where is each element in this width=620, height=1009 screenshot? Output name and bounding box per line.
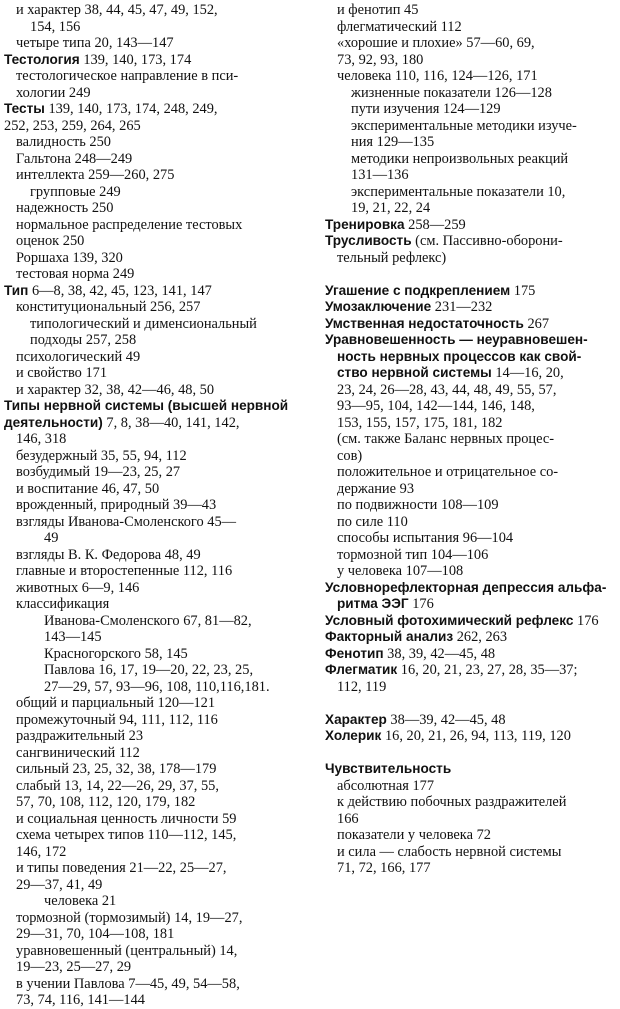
index-text: 73, 92, 93, 180 — [337, 51, 424, 68]
index-entry — [325, 778, 618, 795]
index-text: психологический 49 — [16, 348, 141, 365]
index-heading-entry — [4, 415, 302, 432]
index-text: Роршаха 139, 320 — [16, 249, 123, 266]
index-entry — [4, 431, 302, 448]
index-text: и социальная ценность личности 59 — [16, 810, 237, 827]
index-entry — [325, 794, 618, 811]
index-entry — [325, 415, 618, 432]
index-text: абсолютная 177 — [337, 777, 435, 794]
index-entry — [325, 827, 618, 844]
index-text: тельный рефлекс) — [337, 249, 447, 266]
index-heading-entry — [325, 580, 618, 597]
index-entry — [4, 184, 302, 201]
index-entry — [4, 745, 302, 762]
index-entry — [4, 464, 302, 481]
index-text: 16, 20, 21, 26, 94, 113, 119, 120 — [381, 728, 571, 744]
index-entry — [4, 200, 302, 217]
index-heading-entry — [325, 299, 618, 316]
index-text: слабый 13, 14, 22—26, 29, 37, 55, — [16, 777, 219, 794]
index-entry — [325, 844, 618, 861]
index-text: схема четырех типов 110—112, 145, — [16, 827, 237, 843]
index-heading: Умственная недостаточность — [325, 315, 524, 331]
index-text: «хорошие и плохие» 57—60, 69, — [337, 35, 535, 51]
index-entry — [4, 497, 302, 514]
index-entry — [325, 167, 618, 184]
index-entry — [4, 811, 302, 828]
index-text: флегматический 112 — [337, 18, 462, 35]
index-text: к действию побочных раздражителей — [337, 794, 567, 810]
index-text: Павлова 16, 17, 19—20, 22, 23, 25, — [44, 662, 254, 678]
index-entry — [4, 19, 302, 36]
index-text: 262, 263 — [453, 629, 508, 645]
index-text: взгляды В. К. Федорова 48, 49 — [16, 546, 201, 563]
index-text: и характер 38, 44, 45, 47, 49, 152, — [16, 2, 218, 18]
index-entry — [4, 250, 302, 267]
index-text: и воспитание 46, 47, 50 — [16, 480, 160, 497]
index-heading-entry — [325, 283, 618, 300]
index-text: 146, 172 — [16, 843, 67, 860]
index-entry — [325, 679, 618, 696]
index-entry — [4, 827, 302, 844]
index-heading-entry — [4, 101, 302, 118]
index-entry — [4, 761, 302, 778]
index-text: 258—259 — [404, 216, 466, 233]
index-entry — [4, 976, 302, 993]
index-text: 23, 24, 26—28, 43, 44, 48, 49, 55, 57, — [337, 381, 557, 398]
index-text: 176 — [573, 612, 599, 629]
index-heading-entry — [4, 398, 302, 415]
index-text: 29—37, 41, 49 — [16, 876, 103, 893]
index-entry — [4, 514, 302, 531]
index-entry — [4, 134, 302, 151]
index-entry — [4, 118, 302, 135]
index-text: 71, 72, 166, 177 — [337, 860, 431, 876]
index-entry — [4, 299, 302, 316]
index-text: промежуточный 94, 111, 112, 116 — [16, 711, 218, 728]
index-text: экспериментальные методики изуче- — [351, 117, 577, 134]
index-text: тормозной (тормозимый) 14, 19—27, — [16, 909, 243, 926]
index-heading-entry — [325, 646, 618, 663]
index-entry — [325, 68, 618, 85]
index-heading-entry — [325, 712, 618, 729]
index-heading-entry — [325, 662, 618, 679]
index-text: 38—39, 42—45, 48 — [386, 711, 506, 728]
index-entry — [4, 695, 302, 712]
index-entry — [325, 2, 618, 19]
index-text: тестовая норма 249 — [16, 266, 135, 282]
index-text: (см. Пассивно-оборони- — [411, 233, 563, 249]
index-entry — [4, 448, 302, 465]
index-text: 49 — [44, 530, 59, 546]
index-text: человека 21 — [44, 893, 117, 909]
index-entry — [4, 563, 302, 580]
index-text: 93—95, 104, 142—144, 146, 148, — [337, 398, 535, 414]
index-text: общий и парциальный 120—121 — [16, 695, 216, 711]
index-text: у человека 107—108 — [337, 563, 464, 579]
index-entry — [4, 481, 302, 498]
index-heading-entry — [4, 52, 302, 69]
index-text: тормозной тип 104—106 — [337, 546, 489, 563]
index-text: конституциональный 256, 257 — [16, 299, 201, 315]
index-heading: ритма ЭЭГ — [337, 596, 409, 611]
index-heading: ность нервных процессов как свой- — [337, 348, 582, 364]
index-text: и типы поведения 21—22, 25—27, — [16, 860, 227, 876]
index-text: Красногорского 58, 145 — [44, 645, 188, 662]
index-entry — [325, 52, 618, 69]
index-heading: Фенотип — [325, 645, 384, 661]
index-heading-entry — [325, 728, 618, 745]
index-text: способы испытания 96—104 — [337, 530, 514, 546]
index-entry — [4, 547, 302, 564]
index-heading-entry — [325, 761, 618, 778]
index-entry — [325, 464, 618, 481]
index-entry — [325, 382, 618, 399]
index-heading: Холерик — [325, 728, 382, 743]
index-text: уравновешенный (центральный) 14, — [16, 942, 238, 959]
index-heading-entry — [325, 233, 618, 250]
index-text: положительное и отрицательное со- — [337, 464, 559, 480]
index-text: подходы 257, 258 — [30, 332, 137, 348]
index-text: 27—29, 57, 93—96, 108, 110,116,181. — [44, 678, 270, 695]
index-text: методики непроизвольных реакций — [351, 150, 569, 167]
index-text: классификация — [16, 596, 110, 612]
index-text: 57, 70, 108, 112, 120, 179, 182 — [16, 794, 196, 810]
index-heading: Флегматик — [325, 662, 398, 677]
index-text: человека 110, 116, 124—126, 171 — [337, 68, 538, 84]
index-heading: деятельности) — [4, 414, 103, 430]
index-text: Иванова-Смоленского 67, 81—82, — [44, 612, 252, 629]
index-entry — [4, 712, 302, 729]
index-entry — [4, 794, 302, 811]
index-entry — [325, 101, 618, 118]
index-entry — [4, 349, 302, 366]
index-text: 6—8, 38, 42, 45, 123, 141, 147 — [28, 282, 212, 299]
index-entry — [325, 514, 618, 531]
index-entry — [4, 629, 302, 646]
index-text: оценок 250 — [16, 233, 85, 249]
index-entry — [4, 910, 302, 927]
index-entry — [325, 431, 618, 448]
index-entry — [4, 596, 302, 613]
index-entry — [325, 85, 618, 102]
index-text: 19—23, 25—27, 29 — [16, 959, 132, 975]
section-gap — [325, 266, 618, 283]
index-text: животных 6—9, 146 — [16, 579, 140, 596]
index-column-right — [325, 2, 618, 877]
index-heading-entry — [325, 217, 618, 234]
index-entry — [4, 844, 302, 861]
index-entry — [325, 547, 618, 564]
index-heading: Факторный анализ — [325, 629, 454, 644]
index-text: 14—16, 20, — [491, 365, 564, 381]
index-text: Гальтона 248—249 — [16, 150, 133, 167]
index-heading-entry — [325, 596, 618, 613]
index-entry — [4, 151, 302, 168]
index-text: пути изучения 124—129 — [351, 101, 501, 117]
index-text: четыре типа 20, 143—147 — [16, 35, 174, 51]
index-text: по силе 110 — [337, 513, 408, 530]
index-entry — [325, 118, 618, 135]
index-text: (см. также Баланс нервных процес- — [337, 431, 555, 447]
section-gap — [325, 695, 618, 712]
index-text: 154, 156 — [30, 18, 81, 35]
index-text: взгляды Иванова-Смоленского 45— — [16, 513, 237, 530]
index-entry — [4, 233, 302, 250]
index-text: безудержный 35, 55, 94, 112 — [16, 447, 187, 464]
index-heading: Умозаключение — [325, 299, 432, 314]
index-entry — [325, 151, 618, 168]
index-text: 112, 119 — [337, 678, 387, 695]
index-heading: Тип — [4, 282, 29, 298]
index-text: 139, 140, 173, 174 — [79, 51, 192, 68]
index-entry — [325, 563, 618, 580]
index-entry — [325, 811, 618, 828]
index-text: 267 — [523, 315, 550, 332]
index-entry — [4, 877, 302, 894]
index-text: 73, 74, 116, 141—144 — [16, 992, 145, 1008]
index-entry — [325, 398, 618, 415]
index-entry — [325, 184, 618, 201]
index-entry — [4, 613, 302, 630]
index-column-left — [4, 2, 302, 1009]
index-text: жизненные показатели 126—128 — [351, 84, 552, 101]
index-text: и свойство 171 — [16, 365, 108, 381]
index-entry — [4, 926, 302, 943]
index-heading-entry — [325, 316, 618, 333]
index-entry — [4, 2, 302, 19]
index-entry — [4, 646, 302, 663]
index-text: интеллекта 259—260, 275 — [16, 167, 175, 183]
index-entry — [4, 860, 302, 877]
index-text: хологии 249 — [16, 84, 91, 101]
index-text: надежность 250 — [16, 200, 114, 216]
index-text: ния 129—135 — [351, 134, 435, 150]
index-text: возбудимый 19—23, 25, 27 — [16, 464, 181, 480]
index-entry — [4, 662, 302, 679]
index-heading: Типы нервной системы (высшей нервной — [4, 398, 289, 413]
index-text: врожденный, природный 39—43 — [16, 497, 217, 513]
index-heading-entry — [325, 332, 618, 349]
index-text: 131—136 — [351, 167, 409, 183]
index-heading: Тестология — [4, 51, 80, 67]
index-entry — [325, 134, 618, 151]
index-text: в учении Павлова 7—45, 49, 54—58, — [16, 975, 240, 992]
index-text: 139, 140, 173, 174, 248, 249, — [44, 101, 218, 117]
index-text: 166 — [337, 810, 359, 827]
section-gap — [325, 745, 618, 762]
index-entry — [325, 530, 618, 547]
index-text: 29—31, 70, 104—108, 181 — [16, 926, 175, 942]
index-heading-entry — [325, 365, 618, 382]
index-heading: ство нервной системы — [337, 365, 492, 380]
index-entry — [4, 679, 302, 696]
index-entry — [4, 992, 302, 1009]
index-entry — [325, 481, 618, 498]
index-heading: Условнорефлекторная депрессия альфа- — [325, 579, 607, 595]
index-text: 231—232 — [431, 299, 493, 315]
index-entry — [4, 959, 302, 976]
index-heading-entry — [325, 613, 618, 630]
index-text: 153, 155, 157, 175, 181, 182 — [337, 414, 503, 431]
index-entry — [325, 19, 618, 36]
index-heading: Уравновешенность — неуравновешен- — [325, 332, 588, 347]
index-text: 175 — [510, 282, 536, 299]
index-entry — [4, 728, 302, 745]
index-entry — [4, 85, 302, 102]
index-text: и характер 32, 38, 42—46, 48, 50 — [16, 381, 215, 398]
index-heading-entry — [4, 283, 302, 300]
index-text: экспериментальные показатели 10, — [351, 183, 566, 200]
index-entry — [325, 200, 618, 217]
index-text: и сила — слабость нервной системы — [337, 843, 562, 860]
index-heading: Тесты — [4, 101, 45, 116]
index-text: типологический и дименсиональный — [30, 315, 257, 332]
index-heading: Угашение с подкреплением — [325, 282, 511, 298]
index-entry — [4, 35, 302, 52]
index-entry — [4, 530, 302, 547]
index-text: 176 — [408, 596, 434, 612]
index-entry — [325, 250, 618, 267]
index-entry — [325, 35, 618, 52]
index-text: 19, 21, 22, 24 — [351, 200, 431, 216]
index-entry — [4, 167, 302, 184]
index-entry — [4, 316, 302, 333]
index-text: тестологическое направление в пси- — [16, 68, 239, 84]
index-text: раздражительный 23 — [16, 728, 144, 744]
index-heading: Условный фотохимический рефлекс — [325, 612, 574, 628]
index-heading: Трусливость — [325, 233, 412, 248]
index-entry — [4, 778, 302, 795]
index-text: главные и второстепенные 112, 116 — [16, 563, 233, 579]
index-text: сов) — [337, 447, 363, 464]
index-text: 143—145 — [44, 629, 102, 645]
index-text: держание 93 — [337, 480, 415, 497]
index-entry — [325, 448, 618, 465]
index-entry — [4, 382, 302, 399]
index-text: и фенотип 45 — [337, 2, 419, 18]
index-text: показатели у человека 72 — [337, 827, 491, 843]
index-entry — [325, 497, 618, 514]
index-entry — [4, 266, 302, 283]
index-entry — [4, 580, 302, 597]
index-text: 252, 253, 259, 264, 265 — [4, 117, 141, 134]
index-entry — [4, 68, 302, 85]
index-text: сильный 23, 25, 32, 38, 178—179 — [16, 761, 217, 777]
index-heading: Характер — [325, 711, 387, 727]
index-text: 16, 20, 21, 23, 27, 28, 35—37; — [397, 662, 578, 678]
index-text: 38, 39, 42—45, 48 — [383, 645, 496, 662]
index-text: 7, 8, 38—40, 141, 142, — [102, 414, 240, 431]
index-text: групповые 249 — [30, 183, 121, 200]
index-entry — [4, 943, 302, 960]
index-entry — [4, 893, 302, 910]
index-entry — [325, 860, 618, 877]
index-entry — [4, 217, 302, 234]
index-text: по подвижности 108—109 — [337, 497, 499, 513]
index-heading-entry — [325, 629, 618, 646]
index-entry — [4, 332, 302, 349]
index-text: сангвинический 112 — [16, 744, 140, 761]
index-text: 146, 318 — [16, 431, 67, 447]
index-text: нормальное распределение тестовых — [16, 216, 243, 233]
index-heading-entry — [325, 349, 618, 366]
index-heading: Тренировка — [325, 216, 405, 232]
index-entry — [4, 365, 302, 382]
index-heading: Чувствительность — [325, 761, 452, 776]
index-text: валидность 250 — [16, 134, 112, 150]
